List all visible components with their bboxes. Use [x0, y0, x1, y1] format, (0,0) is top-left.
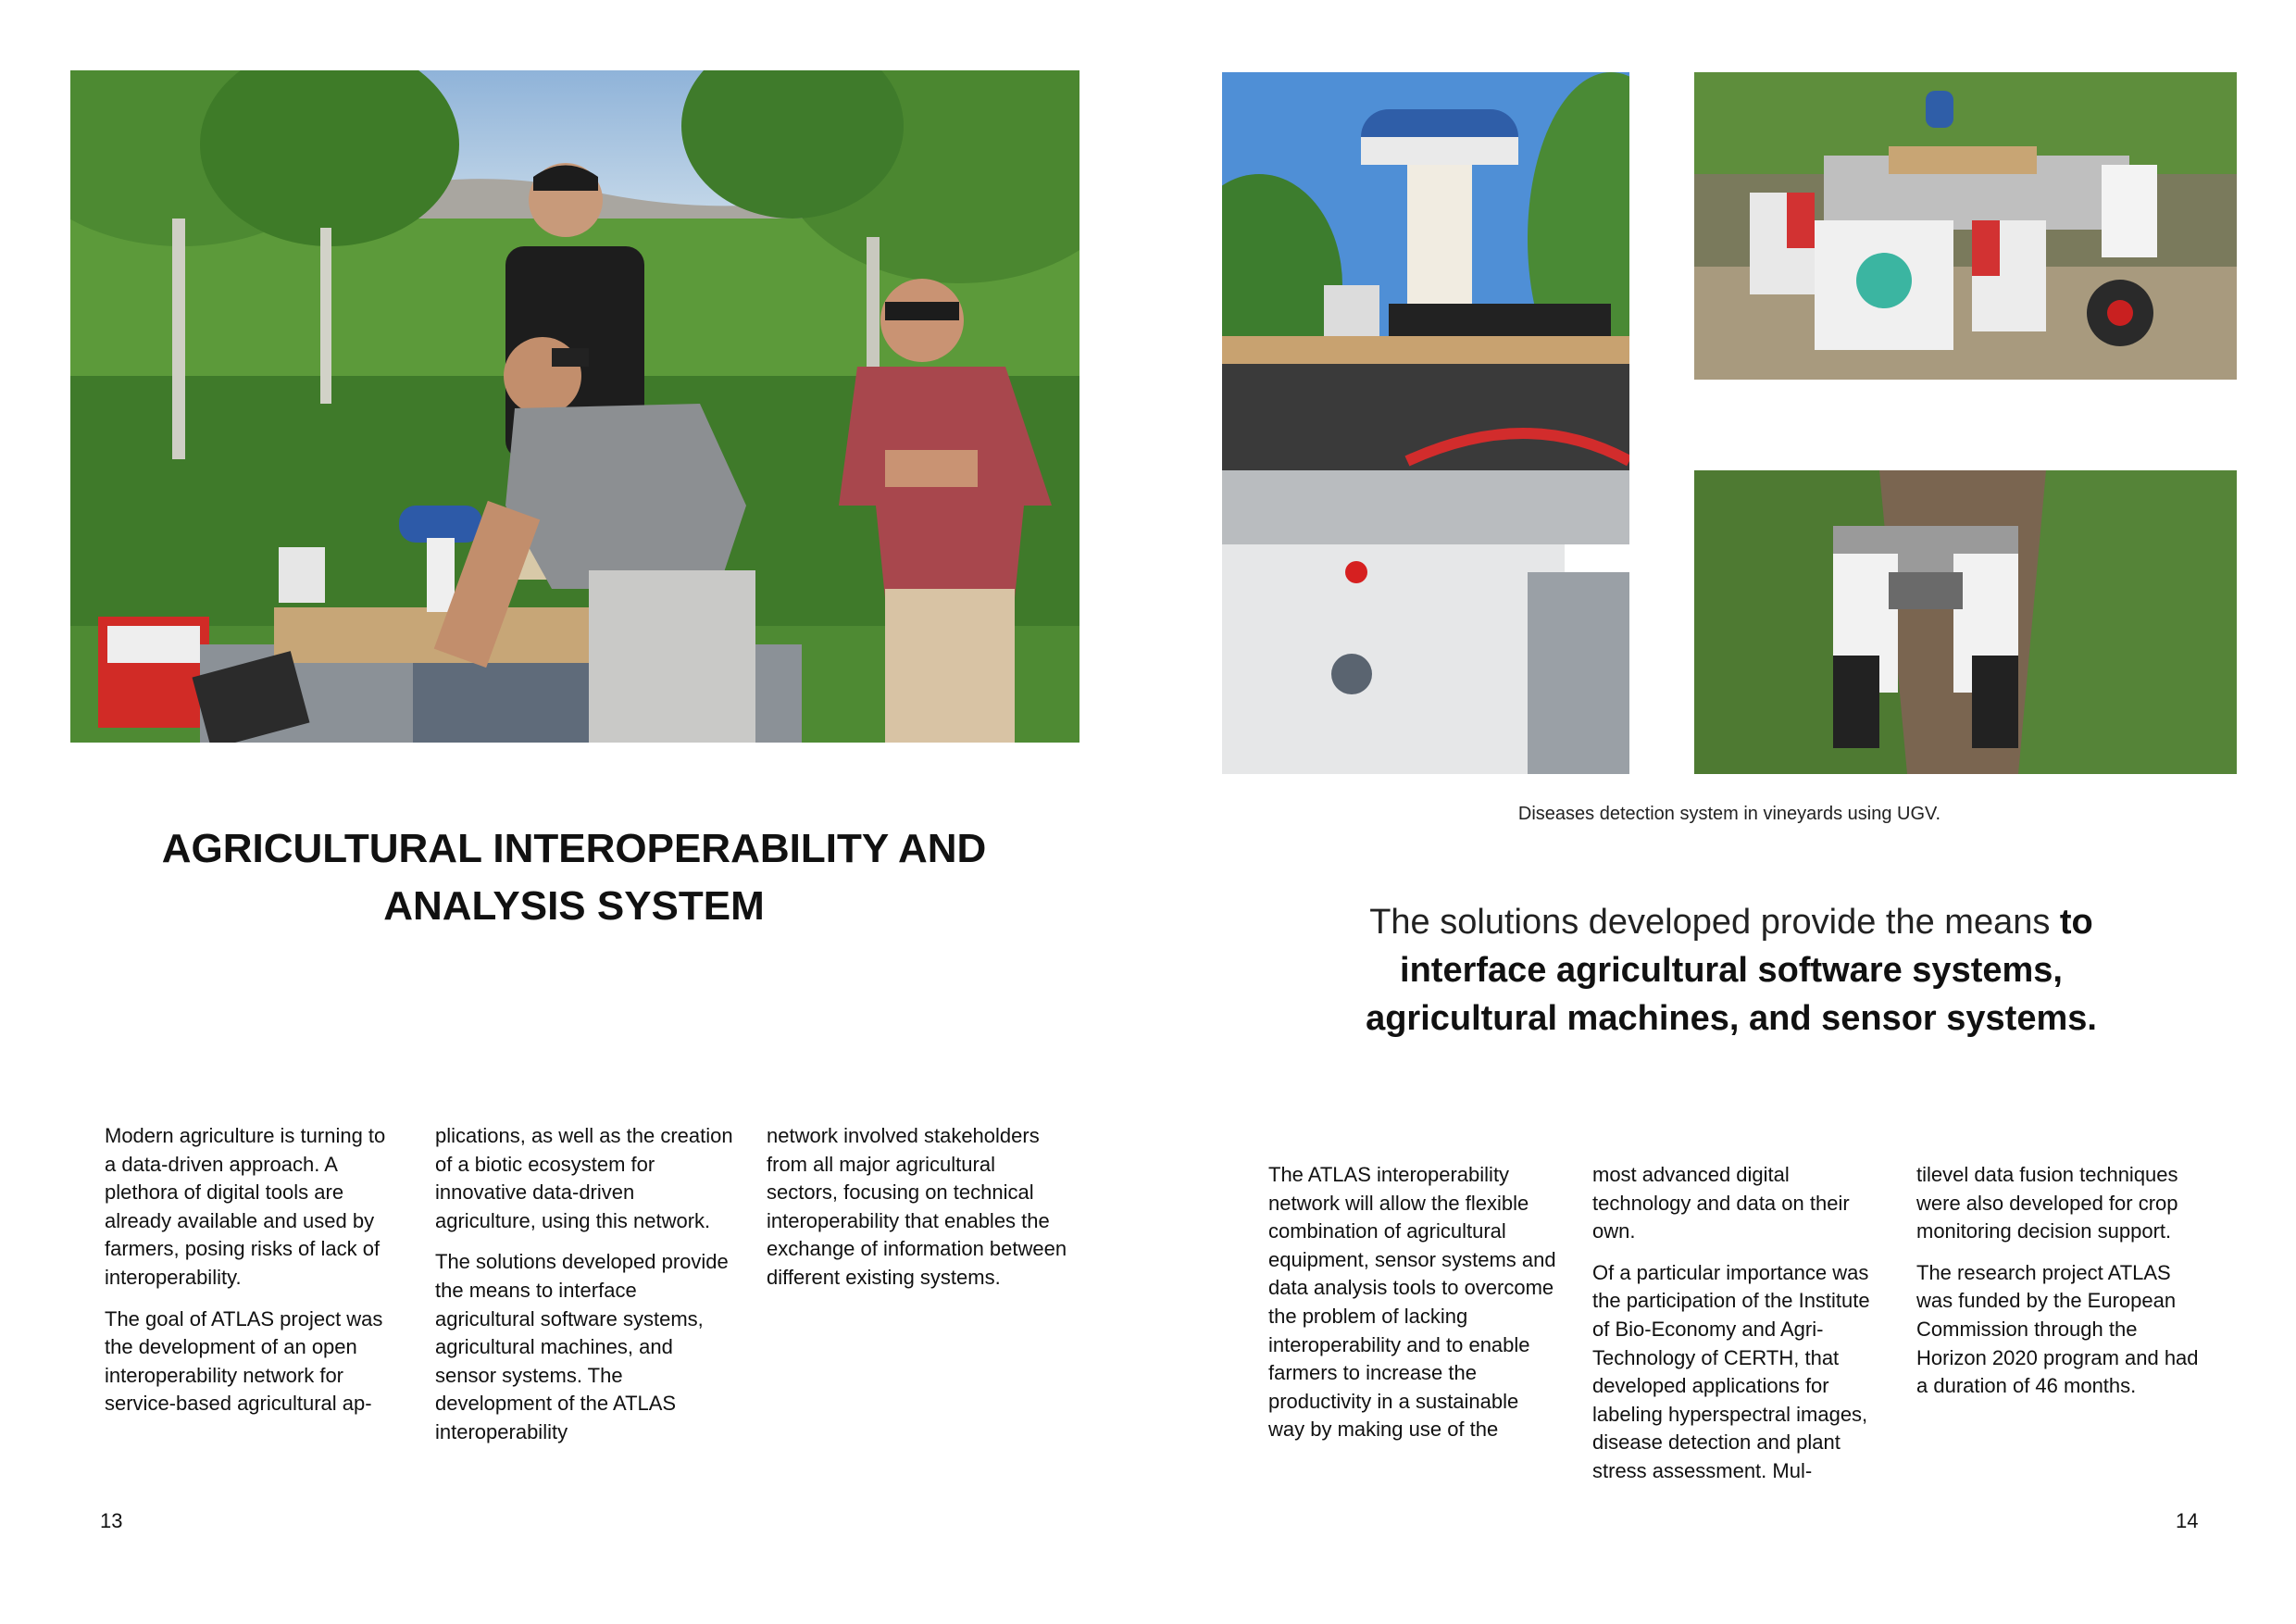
page-title — [111, 820, 1037, 935]
photo-gnss-antenna-closeup — [1222, 72, 1629, 774]
body-column-right-2 — [1592, 1161, 1884, 1499]
page-number-right: 14 — [2176, 1509, 2199, 1532]
paragraph: tilevel data fusion techniques were also developed for crop monitoring decision support. — [1916, 1163, 2178, 1243]
body-column-left-3 — [767, 1122, 1067, 1305]
pull-quote — [1315, 898, 2148, 1043]
body-column-left-1 — [105, 1122, 396, 1431]
paragraph: Of a particular importance was the participation of the Institute of Bio-Economy and Agri-Technology of CERTH, that developed applications for labeling hyperspectral images, disease detection and plant stress assessment. Mul- — [1592, 1260, 1870, 1482]
paragraph: network involved stakeholders from all major agricultural sectors, focusing on technical interoperability that enables the exchange of information between different existing systems. — [767, 1124, 1067, 1289]
photo-caption: Diseases detection system in vineyards using UGV. — [1517, 804, 1941, 824]
photo-team-field-setup — [70, 70, 1079, 743]
paragraph: plications, as well as the creation of a biotic ecosystem for innovative data-driven agriculture, using this network. — [435, 1124, 733, 1232]
body-column-left-2 — [435, 1122, 736, 1460]
page-number-left: 13 — [100, 1509, 123, 1532]
body-column-right-3 — [1916, 1161, 2208, 1414]
paragraph: The goal of ATLAS project was the development of an open interoperability network for service-based agricultural ap- — [105, 1306, 383, 1416]
pull-quote-bold: to interface agricultural software systems, agricultural machines, and sensor systems. — [1366, 903, 2097, 1038]
page-title-line-1: AGRICULTURAL INTEROPERABILITY AND — [161, 826, 987, 871]
photo-robot-top-view — [1694, 72, 2237, 380]
paragraph: Modern agriculture is turning to a data-driven approach. A plethora of digital tools are already available and used by farmers, posing risks of lack of interoperability. — [105, 1124, 386, 1289]
page-title-line-2: ANALYSIS SYSTEM — [383, 883, 765, 929]
photo-ugv-vineyard — [1694, 470, 2237, 774]
paragraph: The ATLAS interoperability network will allow the flexible combination of agricultural equipment, sensor systems and data analysis tools to overcome the problem of lacking interoperability and to enable farmers to increase the productivity in a sustainable way by making use of the — [1268, 1163, 1556, 1442]
paragraph: most advanced digital technology and data on their own. — [1592, 1163, 1850, 1243]
body-column-right-1 — [1268, 1161, 1560, 1457]
paragraph: The solutions developed provide the means to interface agricultural software systems, agricultural machines, and sensor systems. The development of the ATLAS interoperability — [435, 1250, 729, 1443]
paragraph: The research project ATLAS was funded by the European Commission through the Horizon 2020 program and had a duration of 46 months. — [1916, 1260, 2199, 1398]
pull-quote-light: The solutions developed provide the means — [1369, 903, 2060, 942]
